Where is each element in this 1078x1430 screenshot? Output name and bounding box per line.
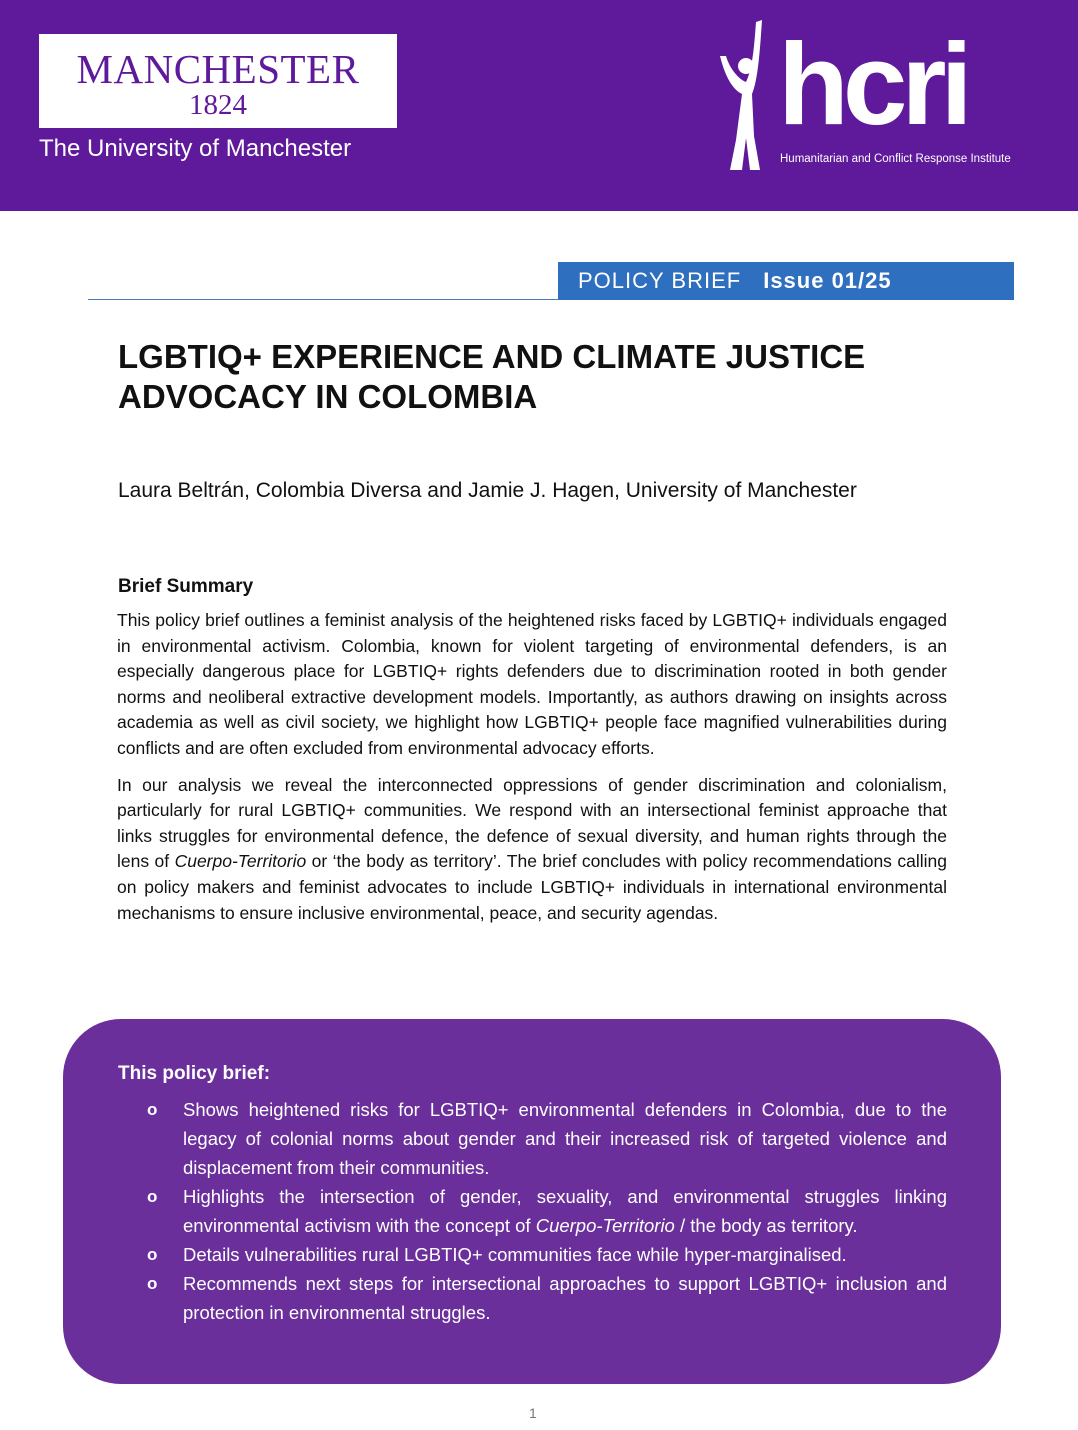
summary-body xyxy=(117,608,947,937)
panel-heading: This policy brief: xyxy=(118,1063,271,1084)
document-title: LGBTIQ+ EXPERIENCE AND CLIMATE JUSTICE ADVOCACY IN COLOMBIA xyxy=(118,338,866,415)
bullet-icon: o xyxy=(147,1187,158,1206)
issue-number: Issue 01/25 xyxy=(763,268,892,293)
list-item xyxy=(147,1269,947,1327)
list-item-text: Highlights the intersection of gender, sexuality, and environmental struggles linking environmental activism with the concept of xyxy=(183,1186,947,1236)
summary-emphasis: Cuerpo-Territorio xyxy=(174,851,307,872)
key-points-list xyxy=(147,1095,947,1327)
summary-text: In our analysis we reveal the interconnected oppressions of gender discrimination and colonialism, particularly for rural LGBTIQ+ communities. We respond with an intersectional feminist approache that links struggles for environmental defence, the defence of sexual diversity, and human rights through the lens of xyxy=(117,774,947,872)
list-item-emphasis: Cuerpo-Territorio xyxy=(535,1215,675,1236)
uom-founding-year: 1824 xyxy=(189,89,247,121)
hcri-subtitle: Humanitarian and Conflict Response Institute xyxy=(780,153,1011,165)
page-number: 1 xyxy=(529,1405,537,1421)
authors: Laura Beltrán, Colombia Diversa and Jamie J. Hagen, University of Manchester xyxy=(118,479,857,502)
list-item-text: Details vulnerabilities rural LGBTIQ+ communities face while hyper-marginalised. xyxy=(183,1244,847,1265)
bullet-icon: o xyxy=(147,1245,158,1264)
list-item xyxy=(147,1095,947,1182)
hcri-logo xyxy=(716,20,1036,170)
summary-paragraph: This policy brief outlines a feminist analysis of the heightened risks faced by LGBTIQ+ individuals engaged in environmental activism. Colombia, known for violent targeting of environmental defenders, is an especially dangerous place for LGBTIQ+ rights defenders due to discrimination rooted in both gender norms and neoliberal extractive development models. Importantly, as authors drawing on insights across academia as well as civil society, we highlight how LGBTIQ+ people face magnified vulnerabilities during conflicts and are often excluded from environmental advocacy efforts. xyxy=(117,610,947,758)
bullet-icon: o xyxy=(147,1100,158,1119)
list-item xyxy=(147,1240,947,1269)
summary-text: or ‘the body as territory’. The brief concludes with policy recommendations calling on policy makers and feminist advocates to include LGBTIQ+ individuals in international environmental mechanisms to ensure inclusive environmental, peace, and security agendas. xyxy=(117,851,947,923)
uom-wordmark: MANCHESTER xyxy=(76,46,360,92)
uom-tagline: The University of Manchester xyxy=(39,135,352,162)
policy-brief-banner xyxy=(558,262,1014,300)
policy-brief-label: POLICY BRIEF xyxy=(578,268,742,293)
summary-paragraph xyxy=(117,773,947,927)
list-item-text: Shows heightened risks for LGBTIQ+ environmental defenders in Colombia, due to the legacy of colonial norms about gender and their increased risk of targeted violence and displacement from their communities. xyxy=(183,1099,947,1178)
bullet-icon: o xyxy=(147,1274,158,1293)
list-item-text: / the body as territory. xyxy=(674,1215,858,1236)
hcri-figure-icon xyxy=(716,20,768,170)
hcri-wordmark: hcri xyxy=(778,19,967,149)
header-band xyxy=(0,0,1078,211)
university-of-manchester-logo xyxy=(39,34,397,128)
summary-heading: Brief Summary xyxy=(118,576,254,597)
key-points-panel xyxy=(63,1019,1001,1384)
list-item xyxy=(147,1182,947,1240)
list-item-text: Recommends next steps for intersectional approaches to support LGBTIQ+ inclusion and protection in environmental struggles. xyxy=(183,1273,947,1323)
